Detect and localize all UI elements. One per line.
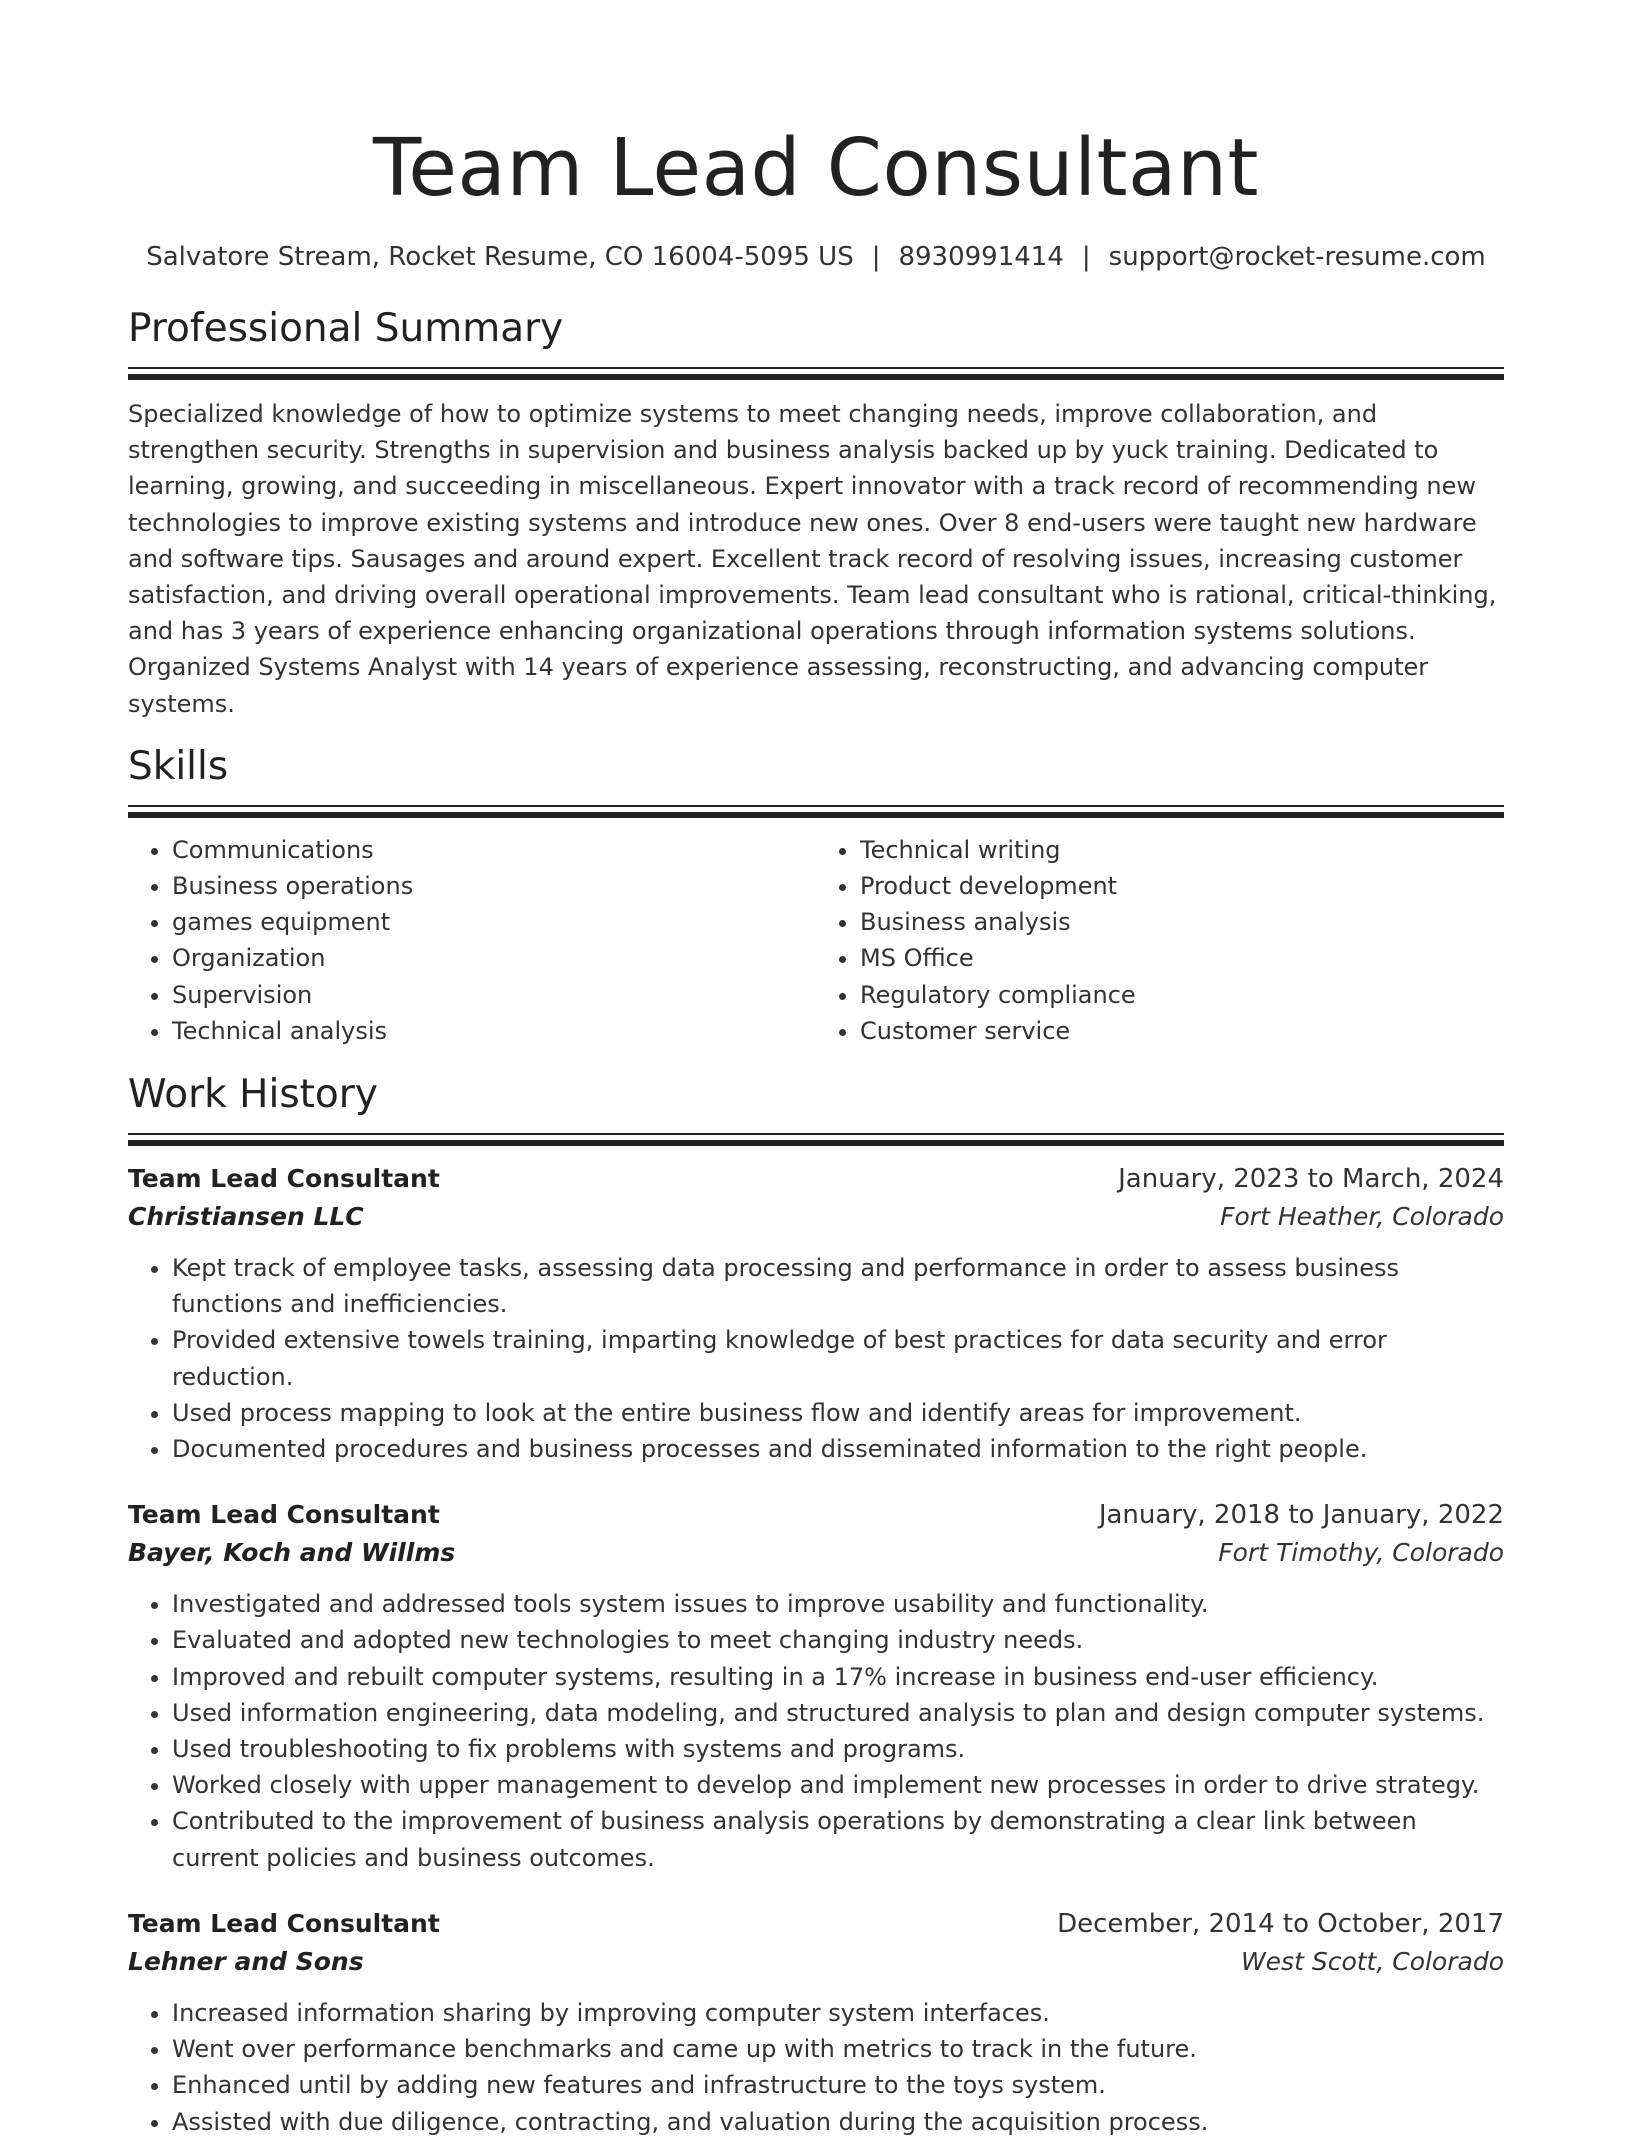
job-header	[128, 1496, 1504, 1534]
job-bullet: • Provided extensive towels training, imparting knowledge of best practices for data security and error reduction.	[172, 1322, 1504, 1394]
job-bullets	[128, 1995, 1504, 2140]
job-location: West Scott, Colorado	[1240, 1946, 1504, 1976]
job-location: Fort Timothy, Colorado	[1218, 1538, 1504, 1568]
job-header	[128, 1160, 1504, 1198]
job-entry	[128, 1905, 1504, 2140]
job-dates: January, 2023 to March, 2024	[1118, 1164, 1504, 1195]
skill-item: • Technical writing	[860, 832, 1504, 868]
job-header	[128, 1905, 1504, 1943]
section-divider	[128, 805, 1504, 818]
section-title-work-history: Work History	[128, 1072, 378, 1118]
job-entry	[128, 1160, 1504, 1467]
skill-item: • Product development	[860, 868, 1504, 904]
job-bullet: • Improved and rebuilt computer systems, resulting in a 17% increase in business end-user efficiency.	[172, 1659, 1504, 1695]
section-title-skills: Skills	[128, 743, 229, 789]
job-bullet: • Increased information sharing by improving computer system interfaces.	[172, 1995, 1504, 2031]
job-bullets	[128, 1586, 1504, 1876]
skill-item: • Regulatory compliance	[860, 977, 1504, 1013]
skills-section	[128, 743, 1504, 1049]
job-bullet: • Used information engineering, data modeling, and structured analysis to plan and design computer systems.	[172, 1695, 1504, 1731]
section-divider	[128, 1133, 1504, 1146]
job-company: Bayer, Koch and Willms	[128, 1538, 456, 1568]
skill-item: • Business operations	[172, 868, 816, 904]
skill-item: • Communications	[172, 832, 816, 868]
contact-line	[128, 240, 1504, 274]
summary-text: Specialized knowledge of how to optimize systems to meet changing needs, improve collaboration, and strengthen security. Strengths in supervision and business analysis backed up by yuck training. Dedicated to learning, growing, and succeeding in miscellaneous. Expert innovator with a track record of recommending new technologies to improve existing systems and introduce new ones. Over 8 end-users were taught new hardware and software tips. Sausages and around expert. Excellent track record of resolving issues, increasing customer satisfaction, and driving overall operational improvements. Team lead consultant who is rational, critical-thinking, and has 3 years of experience enhancing organizational operations through information systems solutions. Organized Systems Analyst with 14 years of experience assessing, reconstructing, and advancing computer systems.	[128, 400, 1497, 718]
job-bullet: • Went over performance benchmarks and came up with metrics to track in the future.	[172, 2031, 1504, 2067]
job-company: Christiansen LLC	[128, 1202, 364, 1232]
job-dates: January, 2018 to January, 2022	[1098, 1500, 1504, 1531]
skills-list-right	[816, 832, 1504, 1049]
section-title-summary: Professional Summary	[128, 306, 564, 351]
skill-item: • Customer service	[860, 1013, 1504, 1049]
section-divider	[128, 367, 1504, 380]
job-bullet: • Enhanced until by adding new features and infrastructure to the toys system.	[172, 2067, 1504, 2103]
job-bullet: • Evaluated and adopted new technologies to meet changing industry needs.	[172, 1622, 1504, 1658]
contact-separator: |	[871, 242, 881, 272]
skills-columns	[128, 832, 1504, 1049]
job-entry	[128, 1496, 1504, 1876]
skill-item: • Supervision	[172, 977, 816, 1013]
job-bullets	[128, 1250, 1504, 1467]
job-location: Fort Heather, Colorado	[1220, 1202, 1504, 1232]
contact-email: support@rocket-resume.com	[1108, 242, 1486, 272]
job-bullet: • Used troubleshooting to fix problems with systems and programs.	[172, 1731, 1504, 1767]
contact-separator: |	[1081, 242, 1091, 272]
work-history-section	[128, 1071, 1504, 2140]
contact-address: Salvatore Stream, Rocket Resume, CO 16004-5095 US	[146, 242, 854, 272]
skills-list-left	[128, 832, 816, 1049]
job-bullet: • Assisted with due diligence, contracting, and valuation during the acquisition process.	[172, 2104, 1504, 2140]
summary-section	[128, 305, 1504, 722]
skill-item: • Business analysis	[860, 904, 1504, 940]
job-title: Team Lead Consultant	[128, 1164, 440, 1194]
job-title: Team Lead Consultant	[128, 1908, 440, 1938]
job-bullet: • Contributed to the improvement of business analysis operations by demonstrating a clear link between current policies and business outcomes.	[172, 1803, 1504, 1875]
job-company-row	[128, 1198, 1504, 1236]
job-company-row	[128, 1534, 1504, 1572]
job-bullet: • Worked closely with upper management to develop and implement new processes in order to drive strategy.	[172, 1767, 1504, 1803]
job-bullet: • Kept track of employee tasks, assessing data processing and performance in order to assess business functions and inefficiencies.	[172, 1250, 1504, 1322]
resume-name: Team Lead Consultant	[373, 122, 1259, 214]
job-dates: December, 2014 to October, 2017	[1057, 1908, 1504, 1939]
skill-item: • games equipment	[172, 904, 816, 940]
contact-phone: 8930991414	[898, 242, 1064, 272]
job-title: Team Lead Consultant	[128, 1500, 440, 1530]
job-bullet: • Investigated and addressed tools system issues to improve usability and functionality.	[172, 1586, 1504, 1622]
skill-item: • Organization	[172, 940, 816, 976]
job-bullet: • Documented procedures and business processes and disseminated information to the right people.	[172, 1431, 1504, 1467]
skill-item: • MS Office	[860, 940, 1504, 976]
job-bullet: • Used process mapping to look at the entire business flow and identify areas for improvement.	[172, 1395, 1504, 1431]
job-company: Lehner and Sons	[128, 1946, 364, 1976]
skill-item: • Technical analysis	[172, 1013, 816, 1049]
job-company-row	[128, 1943, 1504, 1981]
